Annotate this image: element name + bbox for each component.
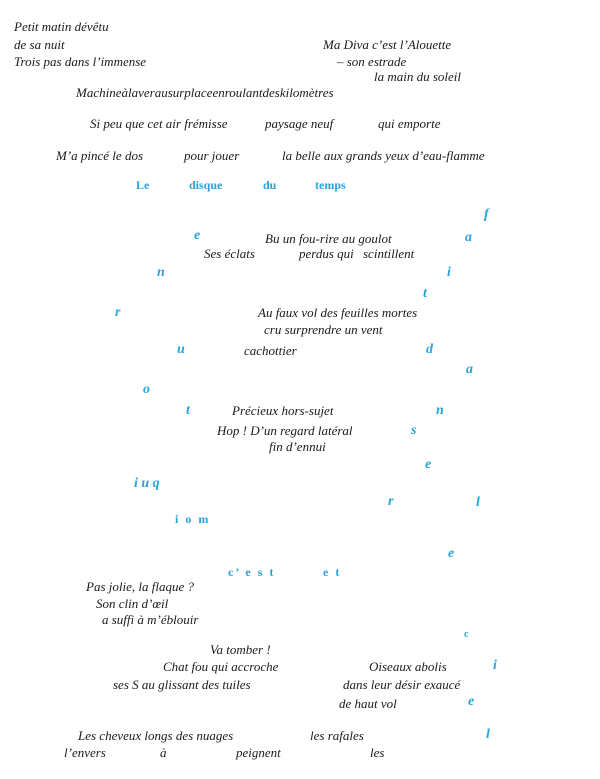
- poem-line: la main du soleil: [374, 69, 462, 84]
- poem-line: de haut vol: [339, 696, 397, 711]
- poem-line: Va tomber !: [210, 642, 271, 657]
- blue-letter: o: [143, 382, 150, 397]
- poem-line: a suffi à m’éblouir: [102, 612, 199, 627]
- poem-line: l’envers: [64, 745, 106, 760]
- poem-line: fin d’ennui: [269, 439, 326, 454]
- blue-letter: i: [447, 265, 451, 280]
- poem-line: Ses éclats: [204, 246, 255, 261]
- poem-line: paysage neuf: [265, 116, 334, 131]
- blue-letter: u: [177, 342, 185, 357]
- poem-line: Si peu que cet air frémisse: [90, 116, 228, 131]
- blue-letter: e: [194, 228, 201, 243]
- poem-line: Trois pas dans l’immense: [14, 54, 147, 69]
- poem-line: Bu un fou-rire au goulot: [265, 231, 392, 246]
- poem-line: les rafales: [310, 728, 364, 743]
- blue-letter: n: [157, 265, 165, 280]
- blue-letter: n: [436, 403, 444, 418]
- title-word: Le: [136, 178, 150, 192]
- poem-line: – son estrade: [337, 54, 407, 69]
- blue-letter: e t: [323, 565, 342, 579]
- poem-line: Hop ! D’un regard latéral: [217, 423, 353, 438]
- blue-letter: e: [468, 694, 475, 709]
- poem-line: Oiseaux abolis: [369, 659, 447, 674]
- blue-letter: t: [186, 403, 190, 418]
- blue-letter: t: [423, 286, 427, 301]
- poem-line: perdus qui: [299, 246, 354, 261]
- poem-line: la belle aux grands yeux d’eau-flamme: [282, 148, 485, 163]
- blue-letter: i u q: [134, 476, 160, 491]
- poem-line: Ma Diva c’est l’Alouette: [323, 37, 452, 52]
- poem-line: Son clin d’œil: [96, 596, 169, 611]
- poem-line: pour jouer: [184, 148, 240, 163]
- blue-letter: l: [486, 727, 490, 742]
- poem-line: cru surprendre un vent: [264, 322, 383, 337]
- blue-letter: s: [411, 423, 417, 438]
- blue-letter: e: [425, 457, 432, 472]
- blue-letter: c’ e s t: [228, 565, 276, 579]
- blue-letter: d: [426, 342, 433, 357]
- title-word: temps: [315, 178, 346, 192]
- blue-letter: f: [484, 207, 489, 222]
- poem-line: Machineàlaverausurplaceenroulantdeskilomètres: [76, 85, 334, 100]
- blue-letter: i: [493, 658, 497, 673]
- poem-line: Précieux hors-sujet: [232, 403, 334, 418]
- poem-line: à: [160, 745, 167, 760]
- poem-line: ses S au glissant des tuiles: [113, 677, 251, 692]
- poem-line: Pas jolie, la flaque ?: [86, 579, 194, 594]
- poem-line: scintillent: [363, 246, 415, 261]
- poem-line: les: [370, 745, 385, 760]
- poem-line: Petit matin dévêtu: [14, 19, 109, 34]
- poem-line: qui emporte: [378, 116, 441, 131]
- poem-line: M’a pincé le dos: [56, 148, 144, 163]
- blue-letter: l: [476, 495, 480, 510]
- poem-line: Les cheveux longs des nuages: [78, 728, 234, 743]
- poem-line: Chat fou qui accroche: [163, 659, 279, 674]
- blue-letter: r: [388, 494, 394, 509]
- poem-line: dans leur désir exaucé: [343, 677, 461, 692]
- blue-letter: c: [464, 629, 469, 640]
- blue-letter: i o m: [175, 512, 211, 526]
- blue-letter: a: [465, 230, 472, 245]
- poem-line: de sa nuit: [14, 37, 65, 52]
- poem-line: peignent: [236, 745, 281, 760]
- blue-letter: r: [115, 305, 121, 320]
- blue-letter: e: [448, 546, 455, 561]
- poem-line: Au faux vol des feuilles mortes: [258, 305, 418, 320]
- title-word: disque: [189, 178, 223, 192]
- title-word: du: [263, 178, 277, 192]
- blue-letter: a: [466, 362, 473, 377]
- poem-line: cachottier: [244, 343, 297, 358]
